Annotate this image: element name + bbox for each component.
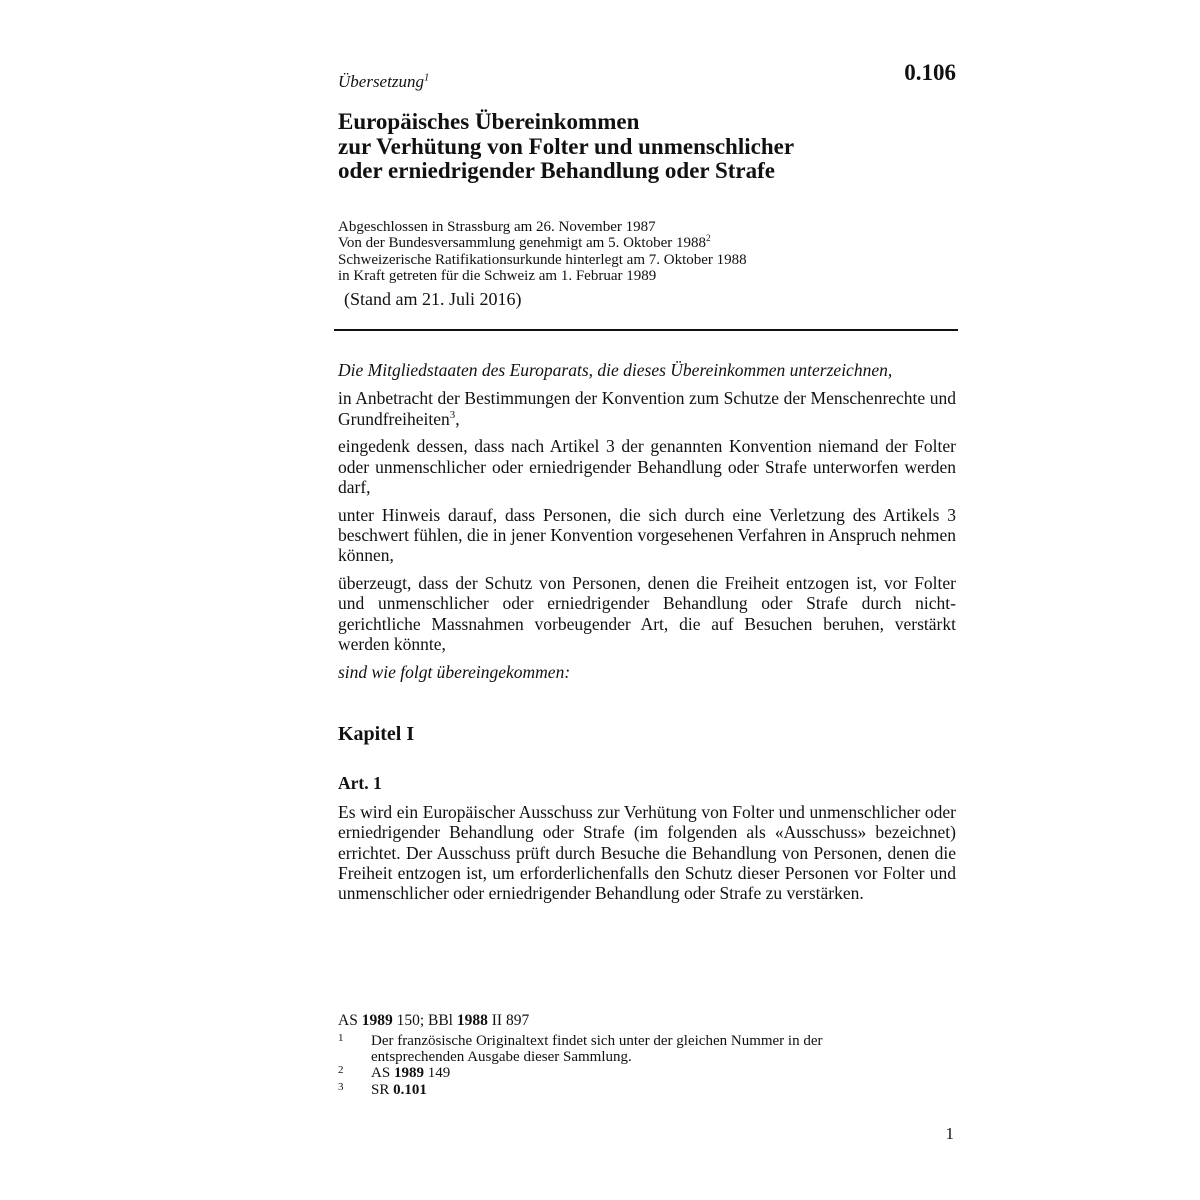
preamble-closing: sind wie folgt übereingekommen: [338,661,571,682]
footnote-ref-2[interactable]: 2 [706,234,711,245]
footnote-3 [338,1082,878,1098]
footnote-source: AS 1989 150; BBl 1988 II 897 [338,1012,530,1029]
footnote-mark: 2 [338,1064,344,1076]
preamble-paragraph-4: überzeugt, dass der Schutz von Personen, denen die Freiheit entzogen ist, vor Folter und unmenschlicher oder erniedrigender Behandlung oder Strafe durch nicht-gerichtliche Massnahmen vorbeugender Art, die auf Besuchen beruhen, verstärkt werden könnte, [338,573,956,655]
preamble-paragraph-2: eingedenk dessen, dass nach Artikel 3 der genannten Konvention niemand der Folter oder unmenschlicher oder erniedrigender Behandlung oder Strafe unterworfen werden darf, [338,436,956,497]
meta-approved: Von der Bundesversammlung genehmigt am 5. Oktober 1988$^2$ [338,234,711,252]
header-divider [334,329,958,331]
footnote-2 [338,1065,878,1081]
article-text: Es wird ein Europäischer Ausschuss zur Verhütung von Folter und unmenschlicher oder erniedrigender Behandlung oder Strafe (im folgenden als «Ausschuss» bezeichnet) errichtet. Der Ausschuss prüft durch Besuche die Behandlung von Personen, denen die Freiheit entzogen ist, um erforderlichenfalls den Schutz dieser Personen vor Folter und unmenschlicher oder erniedrigender Behandlung oder Strafe zu verstärken. [338,802,956,904]
preamble-paragraph-3: unter Hinweis darauf, dass Personen, die sich durch eine Verletzung des Artikels 3 beschwert fühlen, die in jener Konvention vorgesehenen Verfahren in Anspruch nehmen können, [338,504,956,566]
meta-ratified: Schweizerische Ratifikationsurkunde hinterlegt am 7. Oktober 1988 [338,251,747,268]
footnote-ref-1[interactable]: 1 [423,72,430,84]
footnote-text: AS 1989 149 [371,1065,451,1081]
status-date: (Stand am 21. Juli 2016) [344,289,522,309]
footnote-mark: 3 [338,1081,344,1093]
translation-label: Übersetzung$^1$ [338,72,430,91]
page-number: 1 [945,1124,954,1143]
chapter-heading: Kapitel I [338,723,415,745]
footnote-text: SR 0.101 [371,1082,427,1098]
title-line-3: oder erniedrigender Behandlung oder Strafe [338,158,775,183]
enactment-metadata [338,219,958,284]
footnote-text: Der französische Originaltext findet sich unter der gleichen Nummer in der entsprechenden Ausgabe dieser Sammlung. [371,1033,823,1066]
title-line-1: Europäisches Übereinkommen [338,109,640,134]
meta-in-force: in Kraft getreten für die Schweiz am 1. Februar 1989 [338,267,657,284]
footnote-mark: 1 [338,1032,344,1044]
footnote-ref-3[interactable]: 3 [449,408,456,421]
sr-number: 0.106 [904,60,956,85]
article-heading: Art. 1 [338,773,382,793]
document-title [338,110,958,184]
preamble-paragraph-1: in Anbetracht der Bestimmungen der Konvention zum Schutze der Menschenrechte und Grundfreiheiten$^3$, [338,388,956,429]
title-line-2: zur Verhütung von Folter und unmenschlicher [338,133,795,159]
footnote-1 [338,1033,878,1066]
meta-concluded: Abgeschlossen in Strassburg am 26. November 1987 [338,219,656,235]
preamble-intro: Die Mitgliedstaaten des Europarats, die dieses Übereinkommen unterzeichnen, [338,360,893,380]
preamble [338,360,956,690]
